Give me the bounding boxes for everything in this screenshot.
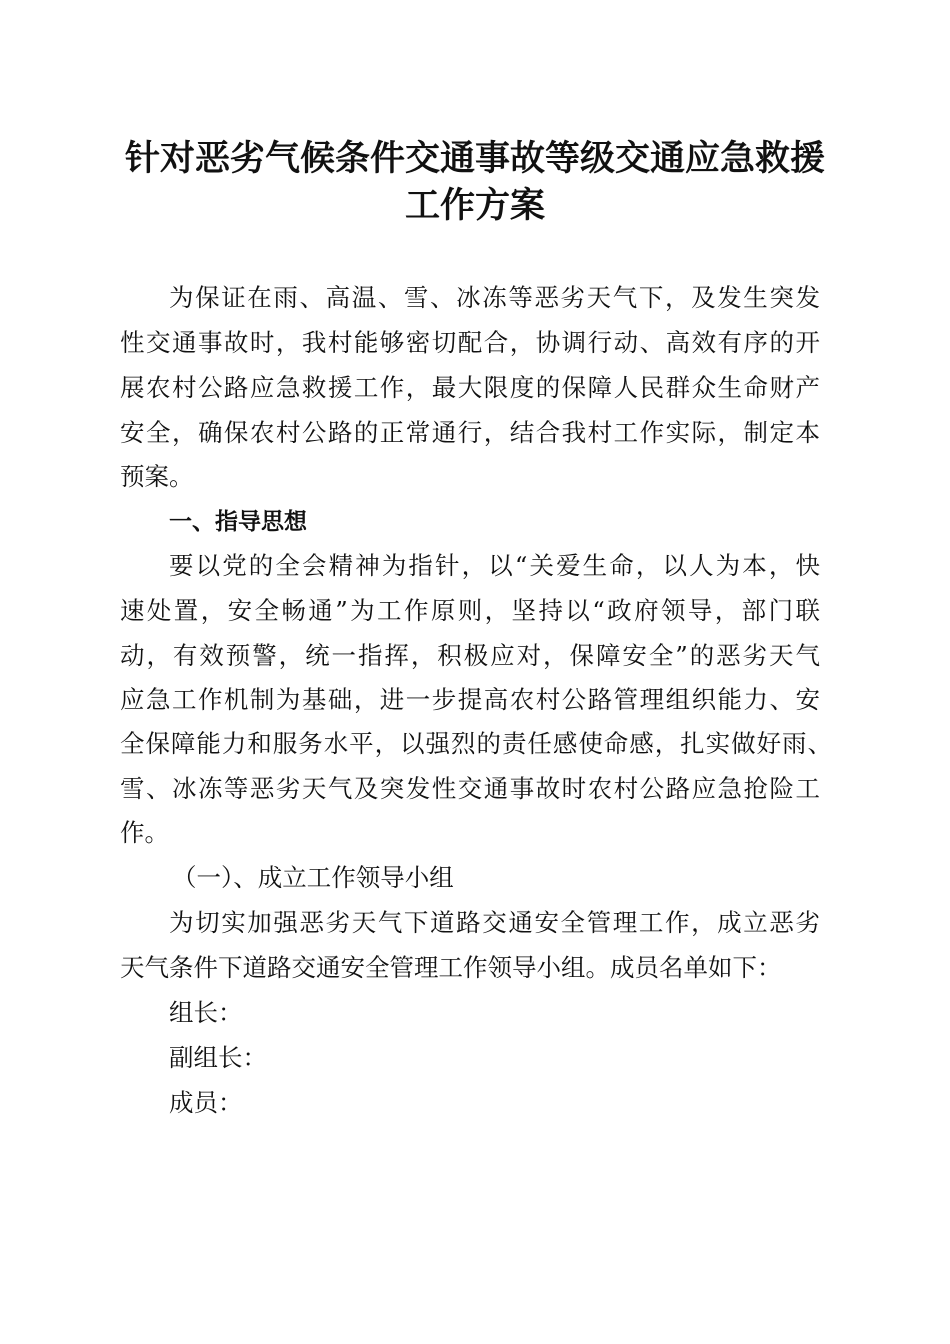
section1-line-3: 动，有效预警，统一指挥，积极应对，保障安全”的恶劣天气 <box>120 641 820 670</box>
member-leader-label: 组长： <box>169 998 243 1027</box>
document-title-line-2: 工作方案 <box>404 185 545 226</box>
subsection1-line-1: 为切实加强恶劣天气下道路交通安全管理工作，成立恶劣 <box>169 908 820 937</box>
section1-line-5: 全保障能力和服务水平，以强烈的责任感使命感，扎实做好雨、 <box>120 729 832 758</box>
member-deputy-leader-label: 副组长： <box>169 1043 267 1072</box>
section1-line-2: 速处置，安全畅通”为工作原则，坚持以“政府领导，部门联 <box>120 596 820 625</box>
section1-line-4: 应急工作机制为基础，进一步提高农村公路管理组织能力、安 <box>120 685 820 714</box>
intro-line-2: 性交通事故时，我村能够密切配合，协调行动、高效有序的开 <box>120 328 820 357</box>
intro-line-3: 展农村公路应急救援工作，最大限度的保障人民群众生命财产 <box>120 373 820 402</box>
section1-line-6: 雪、冰冻等恶劣天气及突发性交通事故时农村公路应急抢险工 <box>120 774 820 803</box>
document-title-line-1: 针对恶劣气候条件交通事故等级交通应急救援 <box>124 138 825 179</box>
intro-line-5: 预案。 <box>120 462 194 491</box>
subsection-heading-leading-group: （一）、成立工作领导小组 <box>172 863 454 892</box>
section1-line-7: 作。 <box>120 818 169 847</box>
section1-line-1: 要以党的全会精神为指针，以“关爱生命，以人为本，快 <box>169 551 820 580</box>
section-heading-guiding-ideology: 一、指导思想 <box>169 509 307 535</box>
member-members-label: 成员： <box>169 1088 243 1117</box>
subsection1-line-2: 天气条件下道路交通安全管理工作领导小组。成员名单如下： <box>120 953 782 982</box>
intro-line-1: 为保证在雨、高温、雪、冰冻等恶劣天气下，及发生突发 <box>169 283 820 312</box>
intro-line-4: 安全，确保农村公路的正常通行，结合我村工作实际，制定本 <box>120 418 820 447</box>
